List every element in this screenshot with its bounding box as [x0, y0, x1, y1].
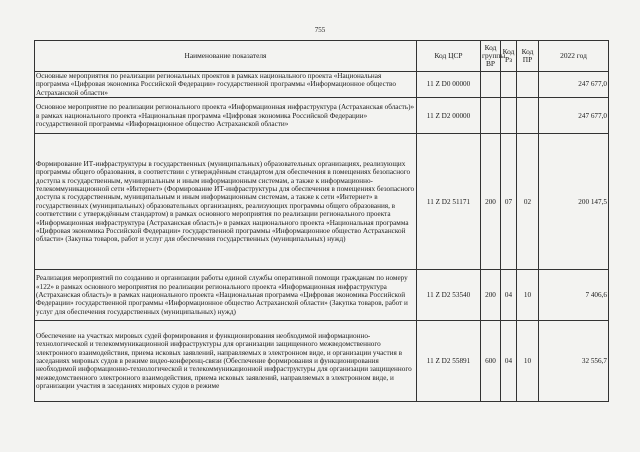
row-name: Основные мероприятия по реализации региональных проектов в рамках национального проекта «Национальная программа «Цифровая экономика Российской Федерации» государственной программы «Информационное общество Астраханской области» [35, 72, 417, 98]
table-row [35, 321, 609, 402]
row-code-csr: 11 Z D2 53540 [417, 270, 481, 321]
page-number: 755 [314, 26, 326, 34]
row-code-csr: 11 Z D2 51171 [417, 134, 481, 270]
row-code-section: 04 [501, 270, 517, 321]
row-code-group: 200 [481, 270, 501, 321]
budget-table [34, 40, 609, 402]
header-year: 2022 год [539, 41, 609, 72]
row-name: Обеспечение на участках мировых судей формирования и функционирования необходимой информационно-технологической и телекоммуникационной инфраструктуры для организации защищенного межведомственного электронного взаимодействия, приема исковых заявлений, направляемых в электронном виде, и организации участия в заседаниях мировых судов в режиме видео-конференц-связи (Обеспечение формирования и функционирования необходимой информационно-технологической и телекоммуникационной инфраструктуры для организации защищенного межведомственного электронного взаимодействия, приема исковых заявлений, направляемых в электронном виде, и организации участия в заседаниях мировых судов в режиме [35, 321, 417, 402]
row-code-section [501, 98, 517, 134]
row-amount: 200 147,5 [539, 134, 609, 270]
row-amount: 247 677,0 [539, 72, 609, 98]
header-code-subsection: Код ПР [517, 41, 539, 72]
row-code-csr: 11 Z D0 00000 [417, 72, 481, 98]
row-code-subsection [517, 98, 539, 134]
row-name: Основное мероприятие по реализации регионального проекта «Информационная инфраструктура (Астраханская область)» в рамках национального проекта «Национальная программа «Цифровая экономика Российской Федерации» государственной программы «Информационное общество Астраханской области» [35, 98, 417, 134]
row-code-section [501, 72, 517, 98]
row-code-csr: 11 Z D2 55891 [417, 321, 481, 402]
row-amount: 247 677,0 [539, 98, 609, 134]
row-code-subsection [517, 72, 539, 98]
row-name: Реализация мероприятий по созданию и организации работы единой службы оперативной помощи гражданам по номеру «122» в рамках основного мероприятия по реализации регионального проекта «Информационная инфраструктура (Астраханская область)» в рамках национального проекта «Национальная программа «Цифровая экономика Российской Федерации» государственной программы «Информационное общество Астраханской области» (Закупка товаров, работ и услуг для обеспечения государственных (муниципальных) нужд) [35, 270, 417, 321]
row-code-group: 200 [481, 134, 501, 270]
table-header-row [35, 41, 609, 72]
row-code-subsection: 10 [517, 270, 539, 321]
row-code-group [481, 72, 501, 98]
row-amount: 32 556,7 [539, 321, 609, 402]
row-code-group: 600 [481, 321, 501, 402]
row-code-subsection: 02 [517, 134, 539, 270]
row-name: Формирование ИТ-инфраструктуры в государственных (муниципальных) образовательных организациях, реализующих программы общего образования, в соответствии с утверждённым стандартом для обеспечения в помещениях безопасного доступа к государственным, муниципальным и иным информационным системам, а также к информационно-телекоммуникационной сети «Интернет» (Формирование ИТ-инфраструктуры для обеспечения в помещениях безопасного доступа к государственным, муниципальным и иным информационным системам, а также к сети «Интернет» в государственных (муниципальных) образовательных организациях, реализующих программы общего образования, в соответствии с утверждённым стандартом) в рамках основного мероприятия по реализации регионального проекта «Информационная инфраструктура (Астраханская область)» в рамках национального проекта «Национальная программа «Цифровая экономика Российской Федерации» государственной программы «Информационное общество Астраханской области» (Закупка товаров, работ и услуг для обеспечения государственных (муниципальных) нужд) [35, 134, 417, 270]
header-code-group: Код группы ВР [481, 41, 501, 72]
row-code-csr: 11 Z D2 00000 [417, 98, 481, 134]
row-amount: 7 406,6 [539, 270, 609, 321]
row-code-subsection: 10 [517, 321, 539, 402]
table-row [35, 72, 609, 98]
header-code-section: Код Рз [501, 41, 517, 72]
row-code-section: 07 [501, 134, 517, 270]
header-name: Наименование показателя [35, 41, 417, 72]
header-code-csr: Код ЦСР [417, 41, 481, 72]
table-row [35, 134, 609, 270]
table-row [35, 270, 609, 321]
row-code-section: 04 [501, 321, 517, 402]
row-code-group [481, 98, 501, 134]
table-row [35, 98, 609, 134]
